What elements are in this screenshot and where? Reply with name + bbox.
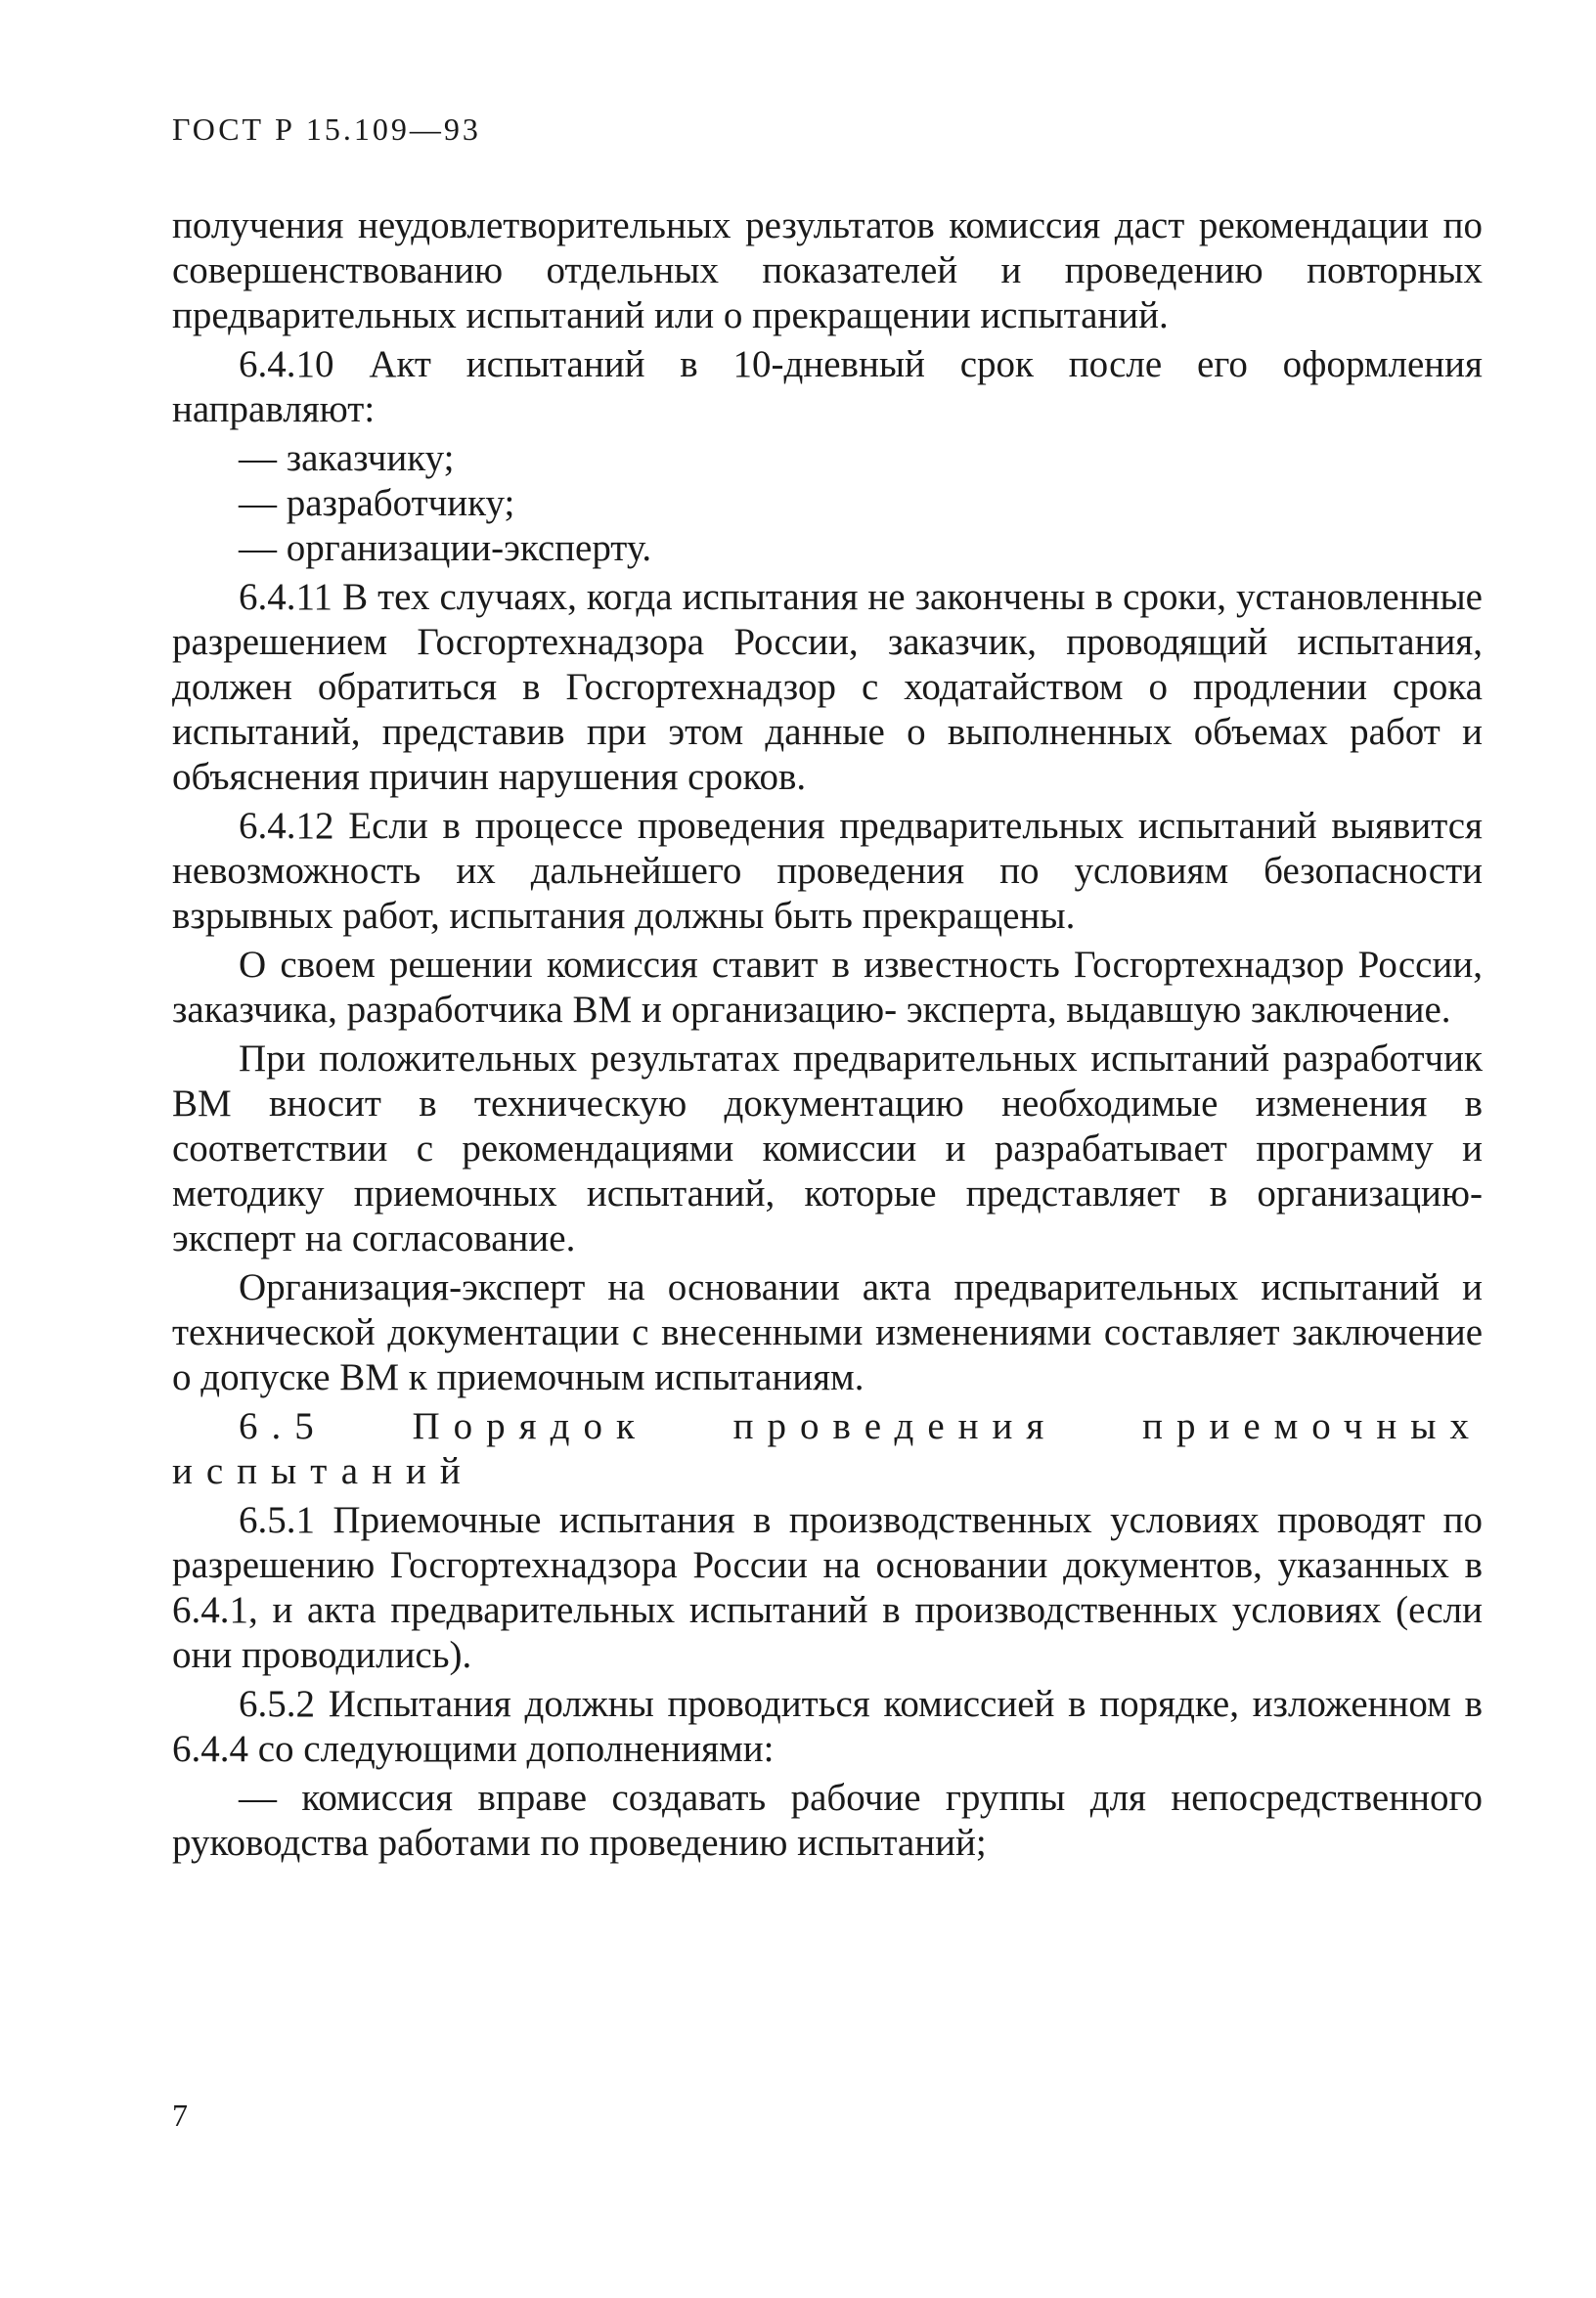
paragraph-6-5-2: 6.5.2 Испытания должны проводиться комиссией в порядке, изложенном в 6.4.4 со следующими дополнениями: [172, 1683, 1483, 1770]
paragraph-6-4-11: 6.4.11 В тех случаях, когда испытания не закончены в сроки, установленные разрешением Госгортехнадзора России, заказчик, проводящий испытания, должен обратиться в Госгортехнадзор с ходатайством о продлении срока испытаний, представив при этом данные о выполненных объемах работ и объяснения причин нарушения сроков. [172, 576, 1483, 798]
paragraph-expert-org-conclusion: Организация-эксперт на основании акта предварительных испытаний и технической документации с внесенными изменениями составляет заключение о допуске ВМ к приемочным испытаниям. [172, 1266, 1483, 1398]
list-item-expert-org: — организации-эксперту. [239, 527, 652, 569]
document-body [172, 203, 1483, 1866]
page-number: 7 [172, 2098, 188, 2133]
document-page [172, 110, 1483, 1870]
paragraph-commission-decision: О своем решении комиссия ставит в известность Госгортехнадзор России, заказчика, разработчика ВМ и организацию- эксперта, выдавшую заключение. [172, 944, 1483, 1031]
list-item-developer: — разработчику; [239, 482, 515, 524]
paragraph-6-5-1: 6.5.1 Приемочные испытания в производственных условиях проводят по разрешению Госгортехнадзора России на основании документов, указанных в 6.4.1, и акта предварительных испытаний в производственных условиях (если они проводились). [172, 1499, 1483, 1676]
section-heading-6-5: 6.5 Порядок проведения приемочных испытаний [172, 1405, 1483, 1492]
document-header: ГОСТ Р 15.109—93 [172, 111, 481, 147]
list-item-customer: — заказчику; [239, 437, 455, 479]
paragraph-6-4-10: 6.4.10 Акт испытаний в 10-дневный срок после его оформления направляют: [172, 343, 1483, 430]
paragraph-6-4-12: 6.4.12 Если в процессе проведения предварительных испытаний выявится невозможность их дальнейшего проведения по условиям безопасности взрывных работ, испытания должны быть прекращены. [172, 805, 1483, 937]
paragraph-continuation: получения неудовлетворительных результатов комиссия даст рекомендации по совершенствованию отдельных показателей и проведению повторных предварительных испытаний или о прекращении испытаний. [172, 204, 1483, 336]
paragraph-positive-results: При положительных результатах предварительных испытаний разработчик ВМ вносит в техническую документацию необходимые изменения в соответствии с рекомендациями комиссии и разрабатывает программу и методику приемочных испытаний, которые представляет в организацию-эксперт на согласование. [172, 1038, 1483, 1259]
list-item-working-groups: — комиссия вправе создавать рабочие группы для непосредственного руководства работами по проведению испытаний; [172, 1777, 1483, 1864]
